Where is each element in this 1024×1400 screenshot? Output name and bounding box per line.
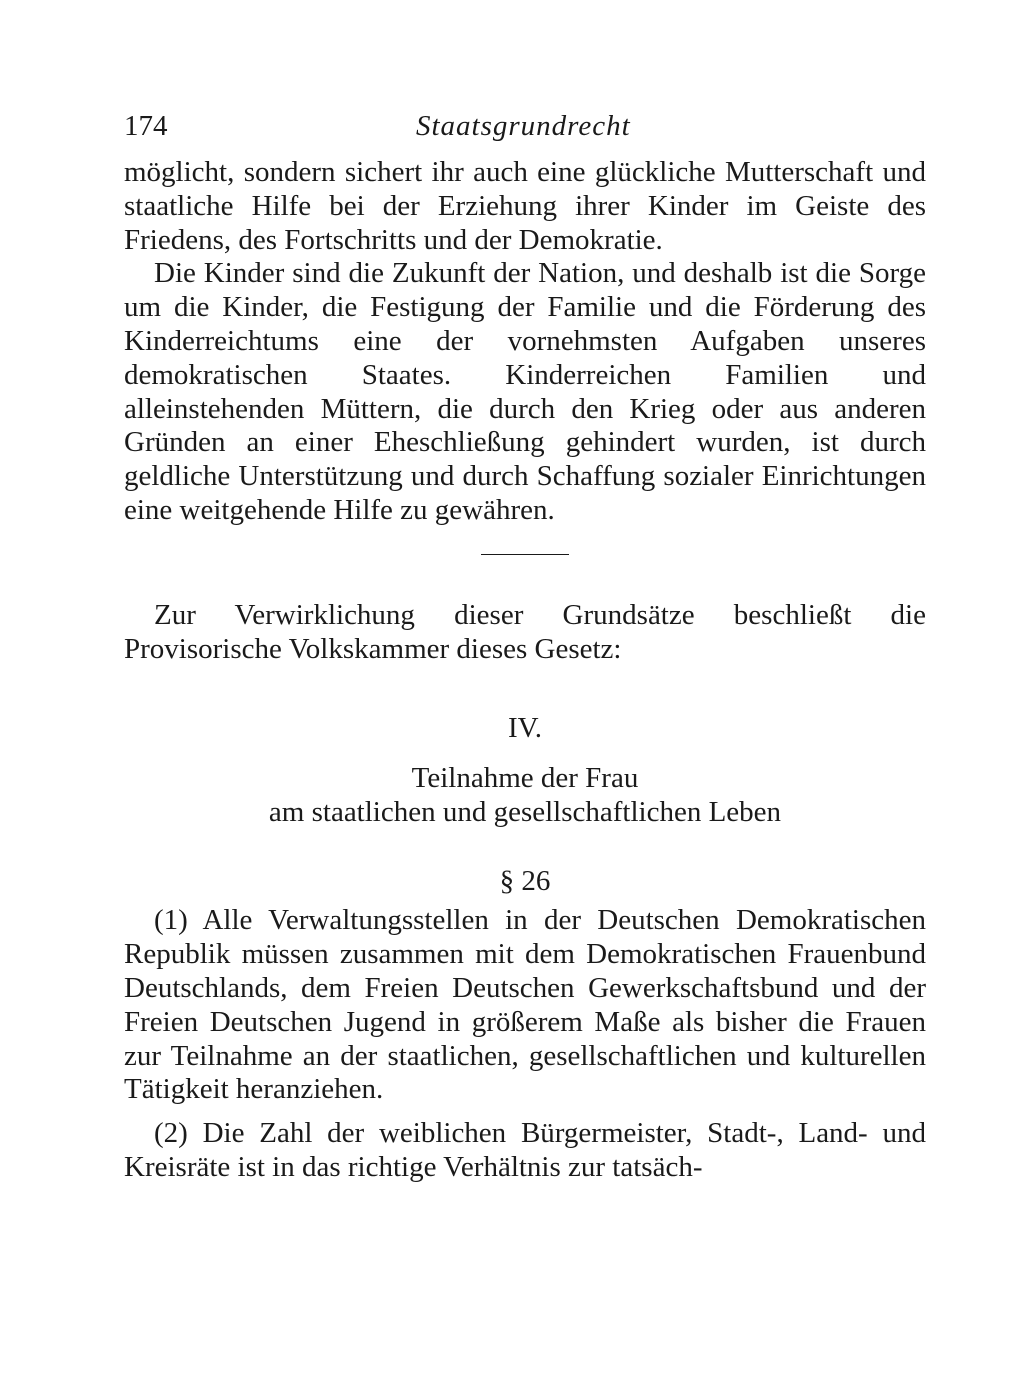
chapter-title (124, 761, 926, 829)
chapter-title-line-2: am staatlichen und gesellschaftlichen Leben (268, 796, 782, 829)
page-header (124, 104, 926, 152)
clause-2: (2) Die Zahl der weiblichen Bürgermeister, Stadt-, Land- und Kreisräte ist in das richtige Verhältnis zur tatsäch- (124, 1117, 926, 1183)
clause-1: (1) Alle Verwaltungsstellen in der Deutschen Demokratischen Republik müssen zusammen mit dem Demokratischen Frauenbund Deutschlands, dem Freien Deutschen Gewerkschaftsbund und der Freien Deutschen Jugend in größerem Maße als bisher die Frauen zur Teilnahme an der staatlichen, gesellschaftlichen und kulturellen Tätigkeit heranziehen. (124, 904, 926, 1106)
page-number: 174 (124, 110, 168, 142)
book-page (124, 104, 926, 1185)
paragraph-heading: § 26 (499, 865, 551, 898)
running-head: Staatsgrundrecht (416, 110, 631, 142)
decree-paragraph: Zur Verwirklichung dieser Grundsätze beschließt die Provisorische Volkskammer dieses Gesetz: (124, 598, 926, 665)
continuation-paragraph: möglicht, sondern sichert ihr auch eine glückliche Mutterschaft und staatliche Hilfe bei der Erziehung ihrer Kinder im Geiste des Friedens, des Fortschritts und der Demokratie. (124, 156, 926, 256)
section-divider (481, 554, 569, 555)
chapter-number: IV. (507, 712, 543, 745)
chapter-title-line-1: Teilnahme der Frau (411, 762, 639, 795)
children-paragraph: Die Kinder sind die Zukunft der Nation, und deshalb ist die Sorge um die Kinder, die Festigung der Familie und die Förderung des Kinderreichtums eine der vornehmsten Aufgaben unseres demokratischen Staates. Kinderreichen Familien und alleinstehenden Müttern, die durch den Krieg oder aus anderen Gründen an einer Eheschließung gehindert wurden, ist durch geldliche Unterstützung und durch Schaffung sozialer Einrichtungen eine weitgehende Hilfe zu gewähren. (124, 257, 926, 526)
